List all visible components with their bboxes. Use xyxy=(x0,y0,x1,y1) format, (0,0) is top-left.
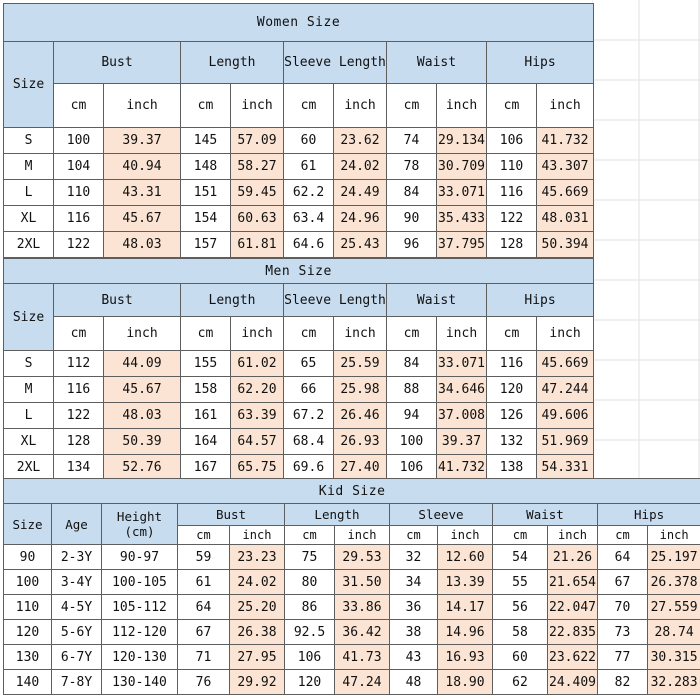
spreadsheet-grid xyxy=(592,0,700,482)
inch-value-cell: 34.646 xyxy=(437,377,487,403)
inch-header: inch xyxy=(648,526,700,545)
inch-value-cell: 63.39 xyxy=(231,403,284,429)
cm-header: cm xyxy=(178,526,230,545)
inch-value-cell: 23.62 xyxy=(334,128,387,154)
size-cell: M xyxy=(4,154,54,180)
sleeve-length-header: Sleeve Length xyxy=(284,42,387,84)
value-cell: 34 xyxy=(390,570,438,595)
value-cell: 148 xyxy=(181,154,231,180)
table-row xyxy=(4,180,594,206)
value-cell: 134 xyxy=(54,455,104,481)
inch-value-cell: 44.09 xyxy=(104,351,181,377)
value-cell: 110 xyxy=(54,180,104,206)
value-cell: 61 xyxy=(178,570,230,595)
table-row xyxy=(4,595,700,620)
size-cell: 110 xyxy=(4,595,52,620)
size-cell: 90 xyxy=(4,545,52,570)
inch-value-cell: 35.433 xyxy=(437,206,487,232)
inch-header: inch xyxy=(437,84,487,128)
value-cell: 106 xyxy=(387,455,437,481)
value-cell: 90-97 xyxy=(102,545,178,570)
table-row xyxy=(4,154,594,180)
inch-value-cell: 23.23 xyxy=(230,545,285,570)
hips-header: Hips xyxy=(487,284,594,317)
value-cell: 56 xyxy=(493,595,548,620)
value-cell: 67.2 xyxy=(284,403,334,429)
bust-header: Bust xyxy=(54,42,181,84)
bust-header: Bust xyxy=(54,284,181,317)
inch-value-cell: 41.732 xyxy=(437,455,487,481)
value-cell: 77 xyxy=(598,645,648,670)
inch-value-cell: 52.76 xyxy=(104,455,181,481)
inch-value-cell: 27.95 xyxy=(230,645,285,670)
value-cell: 3-4Y xyxy=(52,570,102,595)
value-cell: 67 xyxy=(598,570,648,595)
value-cell: 112-120 xyxy=(102,620,178,645)
cm-header: cm xyxy=(181,84,231,128)
value-cell: 164 xyxy=(181,429,231,455)
sleeve-length-header: Sleeve Length xyxy=(284,284,387,317)
inch-value-cell: 33.86 xyxy=(335,595,390,620)
size-cell: L xyxy=(4,403,54,429)
cm-header: cm xyxy=(487,317,537,351)
table-row xyxy=(4,645,700,670)
inch-value-cell: 49.606 xyxy=(537,403,594,429)
value-cell: 36 xyxy=(390,595,438,620)
size-cell: 2XL xyxy=(4,232,54,258)
value-cell: 60 xyxy=(284,128,334,154)
value-cell: 62 xyxy=(493,670,548,695)
value-cell: 4-5Y xyxy=(52,595,102,620)
inch-value-cell: 43.307 xyxy=(537,154,594,180)
value-cell: 106 xyxy=(285,645,335,670)
value-cell: 151 xyxy=(181,180,231,206)
value-cell: 38 xyxy=(390,620,438,645)
inch-value-cell: 26.46 xyxy=(334,403,387,429)
value-cell: 6-7Y xyxy=(52,645,102,670)
value-cell: 86 xyxy=(285,595,335,620)
size-cell: 130 xyxy=(4,645,52,670)
value-cell: 122 xyxy=(54,403,104,429)
cm-header: cm xyxy=(284,84,334,128)
value-cell: 126 xyxy=(487,403,537,429)
cm-header: cm xyxy=(487,84,537,128)
inch-value-cell: 30.709 xyxy=(437,154,487,180)
value-cell: 71 xyxy=(178,645,230,670)
inch-value-cell: 24.02 xyxy=(230,570,285,595)
value-cell: 64.6 xyxy=(284,232,334,258)
value-cell: 132 xyxy=(487,429,537,455)
women-table-title: Women Size xyxy=(4,4,594,42)
size-cell: M xyxy=(4,377,54,403)
inch-value-cell: 29.53 xyxy=(335,545,390,570)
table-row xyxy=(4,232,594,258)
hips-header: Hips xyxy=(487,42,594,84)
value-cell: 158 xyxy=(181,377,231,403)
value-cell: 76 xyxy=(178,670,230,695)
size-header: Size xyxy=(4,284,54,351)
cm-header: cm xyxy=(598,526,648,545)
size-cell: 140 xyxy=(4,670,52,695)
value-cell: 116 xyxy=(487,180,537,206)
size-header: Size xyxy=(4,504,52,545)
value-cell: 120 xyxy=(285,670,335,695)
value-cell: 154 xyxy=(181,206,231,232)
inch-value-cell: 65.75 xyxy=(231,455,284,481)
inch-value-cell: 48.03 xyxy=(104,232,181,258)
value-cell: 167 xyxy=(181,455,231,481)
table-row xyxy=(4,429,594,455)
inch-value-cell: 45.67 xyxy=(104,377,181,403)
inch-header: inch xyxy=(438,526,493,545)
kid-table-title: Kid Size xyxy=(4,479,700,504)
inch-value-cell: 13.39 xyxy=(438,570,493,595)
inch-header: inch xyxy=(537,84,594,128)
inch-value-cell: 24.409 xyxy=(548,670,598,695)
inch-value-cell: 37.008 xyxy=(437,403,487,429)
value-cell: 65 xyxy=(284,351,334,377)
size-cell: L xyxy=(4,180,54,206)
length-header: Length xyxy=(181,42,284,84)
inch-value-cell: 33.071 xyxy=(437,180,487,206)
inch-value-cell: 41.73 xyxy=(335,645,390,670)
inch-value-cell: 14.96 xyxy=(438,620,493,645)
inch-value-cell: 36.42 xyxy=(335,620,390,645)
inch-value-cell: 22.835 xyxy=(548,620,598,645)
waist-header: Waist xyxy=(387,284,487,317)
inch-header: inch xyxy=(537,317,594,351)
value-cell: 67 xyxy=(178,620,230,645)
value-cell: 88 xyxy=(387,377,437,403)
value-cell: 112 xyxy=(54,351,104,377)
value-cell: 161 xyxy=(181,403,231,429)
value-cell: 120 xyxy=(487,377,537,403)
size-cell: 120 xyxy=(4,620,52,645)
inch-value-cell: 43.31 xyxy=(104,180,181,206)
value-cell: 128 xyxy=(54,429,104,455)
table-row xyxy=(4,570,700,595)
cm-header: cm xyxy=(285,526,335,545)
value-cell: 100 xyxy=(387,429,437,455)
value-cell: 110 xyxy=(487,154,537,180)
table-row xyxy=(4,670,700,695)
value-cell: 64 xyxy=(598,545,648,570)
cm-header: cm xyxy=(390,526,438,545)
value-cell: 5-6Y xyxy=(52,620,102,645)
waist-header: Waist xyxy=(493,504,598,526)
men-table-title: Men Size xyxy=(4,259,594,284)
inch-value-cell: 24.02 xyxy=(334,154,387,180)
inch-value-cell: 24.96 xyxy=(334,206,387,232)
size-cell: S xyxy=(4,128,54,154)
value-cell: 68.4 xyxy=(284,429,334,455)
inch-value-cell: 45.669 xyxy=(537,180,594,206)
inch-header: inch xyxy=(104,317,181,351)
inch-value-cell: 25.197 xyxy=(648,545,700,570)
inch-header: inch xyxy=(548,526,598,545)
value-cell: 2-3Y xyxy=(52,545,102,570)
value-cell: 70 xyxy=(598,595,648,620)
inch-value-cell: 21.26 xyxy=(548,545,598,570)
inch-value-cell: 61.02 xyxy=(231,351,284,377)
value-cell: 73 xyxy=(598,620,648,645)
value-cell: 92.5 xyxy=(285,620,335,645)
bust-header: Bust xyxy=(178,504,285,526)
cm-header: cm xyxy=(181,317,231,351)
value-cell: 138 xyxy=(487,455,537,481)
inch-value-cell: 48.031 xyxy=(537,206,594,232)
value-cell: 157 xyxy=(181,232,231,258)
inch-header: inch xyxy=(231,317,284,351)
inch-value-cell: 26.93 xyxy=(334,429,387,455)
inch-value-cell: 33.071 xyxy=(437,351,487,377)
inch-value-cell: 39.37 xyxy=(104,128,181,154)
inch-value-cell: 62.20 xyxy=(231,377,284,403)
inch-value-cell: 45.67 xyxy=(104,206,181,232)
size-cell: 100 xyxy=(4,570,52,595)
inch-value-cell: 22.047 xyxy=(548,595,598,620)
size-cell: XL xyxy=(4,206,54,232)
inch-value-cell: 25.98 xyxy=(334,377,387,403)
inch-value-cell: 26.38 xyxy=(230,620,285,645)
value-cell: 48 xyxy=(390,670,438,695)
women-size-table xyxy=(3,3,594,258)
inch-header: inch xyxy=(437,317,487,351)
inch-value-cell: 25.43 xyxy=(334,232,387,258)
length-header: Length xyxy=(285,504,390,526)
inch-header: inch xyxy=(334,84,387,128)
cm-header: cm xyxy=(493,526,548,545)
value-cell: 145 xyxy=(181,128,231,154)
inch-value-cell: 29.134 xyxy=(437,128,487,154)
inch-value-cell: 50.394 xyxy=(537,232,594,258)
inch-value-cell: 24.49 xyxy=(334,180,387,206)
size-header: Size xyxy=(4,42,54,128)
inch-value-cell: 47.24 xyxy=(335,670,390,695)
hips-header: Hips xyxy=(598,504,700,526)
value-cell: 80 xyxy=(285,570,335,595)
value-cell: 84 xyxy=(387,180,437,206)
value-cell: 106 xyxy=(487,128,537,154)
inch-value-cell: 45.669 xyxy=(537,351,594,377)
inch-header: inch xyxy=(335,526,390,545)
size-cell: XL xyxy=(4,429,54,455)
value-cell: 60 xyxy=(493,645,548,670)
table-row xyxy=(4,206,594,232)
age-header: Age xyxy=(52,504,102,545)
value-cell: 66 xyxy=(284,377,334,403)
value-cell: 122 xyxy=(487,206,537,232)
inch-value-cell: 39.37 xyxy=(437,429,487,455)
inch-value-cell: 18.90 xyxy=(438,670,493,695)
kid-size-table xyxy=(3,478,700,695)
inch-value-cell: 51.969 xyxy=(537,429,594,455)
inch-value-cell: 40.94 xyxy=(104,154,181,180)
value-cell: 78 xyxy=(387,154,437,180)
inch-value-cell: 25.59 xyxy=(334,351,387,377)
inch-value-cell: 37.795 xyxy=(437,232,487,258)
inch-header: inch xyxy=(230,526,285,545)
value-cell: 116 xyxy=(54,377,104,403)
inch-value-cell: 61.81 xyxy=(231,232,284,258)
inch-value-cell: 26.378 xyxy=(648,570,700,595)
value-cell: 130-140 xyxy=(102,670,178,695)
value-cell: 128 xyxy=(487,232,537,258)
table-row xyxy=(4,351,594,377)
inch-header: inch xyxy=(104,84,181,128)
table-row xyxy=(4,620,700,645)
cm-header: cm xyxy=(387,84,437,128)
value-cell: 84 xyxy=(387,351,437,377)
value-cell: 62.2 xyxy=(284,180,334,206)
height-header: Height (cm) xyxy=(102,504,178,545)
value-cell: 59 xyxy=(178,545,230,570)
inch-value-cell: 41.732 xyxy=(537,128,594,154)
size-cell: 2XL xyxy=(4,455,54,481)
value-cell: 63.4 xyxy=(284,206,334,232)
inch-value-cell: 16.93 xyxy=(438,645,493,670)
inch-value-cell: 21.654 xyxy=(548,570,598,595)
size-cell: S xyxy=(4,351,54,377)
inch-value-cell: 60.63 xyxy=(231,206,284,232)
inch-value-cell: 14.17 xyxy=(438,595,493,620)
value-cell: 32 xyxy=(390,545,438,570)
value-cell: 105-112 xyxy=(102,595,178,620)
cm-header: cm xyxy=(284,317,334,351)
value-cell: 104 xyxy=(54,154,104,180)
inch-value-cell: 32.283 xyxy=(648,670,700,695)
cm-header: cm xyxy=(387,317,437,351)
inch-value-cell: 50.39 xyxy=(104,429,181,455)
cm-header: cm xyxy=(54,84,104,128)
value-cell: 116 xyxy=(54,206,104,232)
inch-value-cell: 48.03 xyxy=(104,403,181,429)
value-cell: 7-8Y xyxy=(52,670,102,695)
inch-value-cell: 47.244 xyxy=(537,377,594,403)
table-row xyxy=(4,128,594,154)
table-row xyxy=(4,455,594,481)
value-cell: 75 xyxy=(285,545,335,570)
value-cell: 64 xyxy=(178,595,230,620)
inch-value-cell: 23.622 xyxy=(548,645,598,670)
value-cell: 96 xyxy=(387,232,437,258)
value-cell: 43 xyxy=(390,645,438,670)
inch-value-cell: 59.45 xyxy=(231,180,284,206)
value-cell: 69.6 xyxy=(284,455,334,481)
table-row xyxy=(4,403,594,429)
value-cell: 155 xyxy=(181,351,231,377)
inch-value-cell: 29.92 xyxy=(230,670,285,695)
value-cell: 100-105 xyxy=(102,570,178,595)
value-cell: 61 xyxy=(284,154,334,180)
value-cell: 74 xyxy=(387,128,437,154)
men-size-table xyxy=(3,258,594,481)
table-row xyxy=(4,377,594,403)
length-header: Length xyxy=(181,284,284,317)
inch-value-cell: 27.40 xyxy=(334,455,387,481)
inch-value-cell: 30.315 xyxy=(648,645,700,670)
sleeve-header: Sleeve xyxy=(390,504,493,526)
value-cell: 82 xyxy=(598,670,648,695)
inch-value-cell: 31.50 xyxy=(335,570,390,595)
table-row xyxy=(4,545,700,570)
inch-header: inch xyxy=(231,84,284,128)
value-cell: 116 xyxy=(487,351,537,377)
inch-value-cell: 25.20 xyxy=(230,595,285,620)
inch-value-cell: 57.09 xyxy=(231,128,284,154)
inch-value-cell: 12.60 xyxy=(438,545,493,570)
value-cell: 94 xyxy=(387,403,437,429)
value-cell: 90 xyxy=(387,206,437,232)
value-cell: 122 xyxy=(54,232,104,258)
value-cell: 100 xyxy=(54,128,104,154)
inch-value-cell: 54.331 xyxy=(537,455,594,481)
inch-header: inch xyxy=(334,317,387,351)
inch-value-cell: 27.559 xyxy=(648,595,700,620)
inch-value-cell: 58.27 xyxy=(231,154,284,180)
inch-value-cell: 64.57 xyxy=(231,429,284,455)
cm-header: cm xyxy=(54,317,104,351)
value-cell: 55 xyxy=(493,570,548,595)
value-cell: 58 xyxy=(493,620,548,645)
waist-header: Waist xyxy=(387,42,487,84)
value-cell: 54 xyxy=(493,545,548,570)
inch-value-cell: 28.74 xyxy=(648,620,700,645)
value-cell: 120-130 xyxy=(102,645,178,670)
